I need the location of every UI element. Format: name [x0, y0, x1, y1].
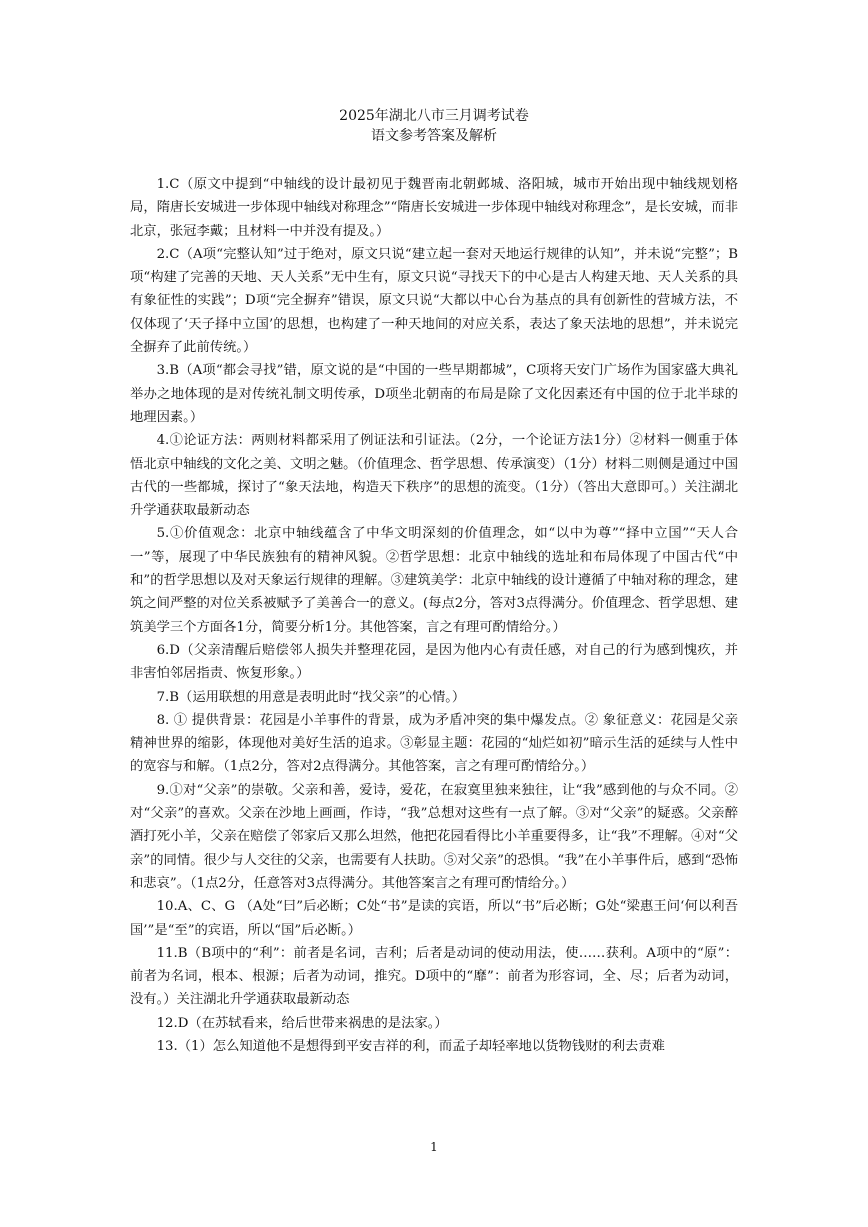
answer-paragraph-9: 9.①对“父亲”的崇敬。父亲和善，爱诗，爱花，在寂寞里独来独往，让“我”感到他的与众不同。②对“父亲”的喜欢。父亲在沙地上画画，作诗，“我”总想对这些有一点了解。③对“父亲”的疑惑。父亲醉酒打死小羊，父亲在赔偿了邻家后又那么坦然，他把花园看得比小羊重要得多，让“我”不理解。④对“父亲”的同情。很少与人交往的父亲，也需要有人扶助。⑤对父亲”的恐惧。“我”在小羊事件后，感到“恐怖和悲哀”。（1点2分，任意答对3点得满分。其他答案言之有理可酌情给分。）: [130, 782, 738, 891]
answer-paragraph-5: 5.①价值观念：北京中轴线蕴含了中华文明深刻的价值理念，如“以中为尊”“择中立国”“天人合一”等，展现了中华民族独有的精神风貌。②哲学思想：北京中轴线的选址和布局体现了中国古代“中和”的哲学思想以及对天象运行规律的理解。③建筑美学：北京中轴线的设计遵循了中轴对称的理念，建筑之间严整的对位关系被赋予了美善合一的意义。(每点2分，答对3点得满分。价值理念、哲学思想、建筑美学三个方面各1分，简要分析1分。其他答案，言之有理可酌情给分。）: [130, 526, 738, 635]
answer-paragraph-11: 11.B（B项中的“利”：前者是名词，吉利；后者是动词的使动用法，使……获利。A项中的“原”：前者为名词，根本、根源；后者为动词，推究。D项中的“靡”：前者为形容词，全、尽；后者为动词，没有。）关注湖北升学通获取最新动态: [130, 945, 738, 1008]
answer-paragraph-12: 12.D（在苏轼看来，给后世带来祸患的是法家。）: [156, 1015, 448, 1031]
answer-paragraph-8: 8. ① 提供背景：花园是小羊事件的背景，成为矛盾冲突的集中爆发点。② 象征意义：花园是父亲精神世界的缩影，体现他对美好生活的追求。③彰显主题：花园的“灿烂如初”暗示生活的延续与人性中的宽容与和解。（1点2分，答对2点得满分。其他答案，言之有理可酌情给分。）: [130, 712, 738, 775]
page-subtitle: 语文参考答案及解析: [371, 128, 497, 144]
answer-paragraph-2: 2.C（A项“完整认知”过于绝对，原文只说“建立起一套对天地运行规律的认知”，并未说“完整”；B项“构建了完善的天地、天人关系”无中生有，原文只说“寻找天下的中心是古人构建天地、天人关系的具有象征性的实践”；D项“完全摒弃”错误，原文只说“大都以中心台为基点的具有创新性的营城方法，不仅体现了‘天子择中立国’的思想，也构建了一种天地间的对应关系，表达了象天法地的思想”，并未说完全摒弃了此前传统。）: [130, 246, 738, 356]
answer-paragraph-1: 1.C（原文中提到“中轴线的设计最初见于魏晋南北朝邺城、洛阳城，城市开始出现中轴线规划格局，隋唐长安城进一步体现中轴线对称理念”“隋唐长安城进一步体现中轴线对称理念”，是长安城，而非北京，张冠李戴；且材料一中并没有提及。）: [130, 177, 738, 239]
answer-paragraph-6: 6.D（父亲清醒后赔偿邻人损失并整理花园，是因为他内心有责任感，对自己的行为感到愧疚，并非害怕邻居指责、恢复形象。）: [130, 642, 738, 682]
page-number: 1: [430, 1140, 438, 1154]
answer-content: [130, 173, 738, 1058]
answer-paragraph-3: 3.B（A项“都会寻找”错，原文说的是“中国的一些早期都城”，C项将天安门广场作为国家盛大典礼举办之地体现的是对传统礼制文明传承，D项坐北朝南的布局是除了文化因素还有中国的位于北半球的地理因素。）: [130, 363, 738, 425]
title-block: [0, 106, 868, 146]
answer-paragraph-10: 10.A、C、G （A处“曰”后必断；C处“书”是读的宾语，所以“书”后必断；G处“梁惠王问‘何以利吾国’”是“至”的宾语，所以“国”后必断。）: [130, 899, 738, 938]
page-title: 2025年湖北八市三月调考试卷: [339, 108, 529, 124]
answer-paragraph-7: 7.B（运用联想的用意是表明此时“找父亲”的心情。）: [156, 689, 466, 705]
answer-paragraph-4: 4.①论证方法：两则材料都采用了例证法和引证法。（2分，一个论证方法1分）②材料一侧重于体悟北京中轴线的文化之美、文明之魅。（价值理念、哲学思想、传承演变）（1分）材料二则侧是通过中国古代的一些都城，探讨了“象天法地，构造天下秩序”的思想的流变。（1分）（答出大意即可。）关注湖北升学通获取最新动态: [130, 433, 738, 519]
answer-paragraph-13: 13.（1）怎么知道他不是想得到平安吉祥的利，而孟子却轻率地以货物钱财的利去责难: [156, 1038, 665, 1054]
